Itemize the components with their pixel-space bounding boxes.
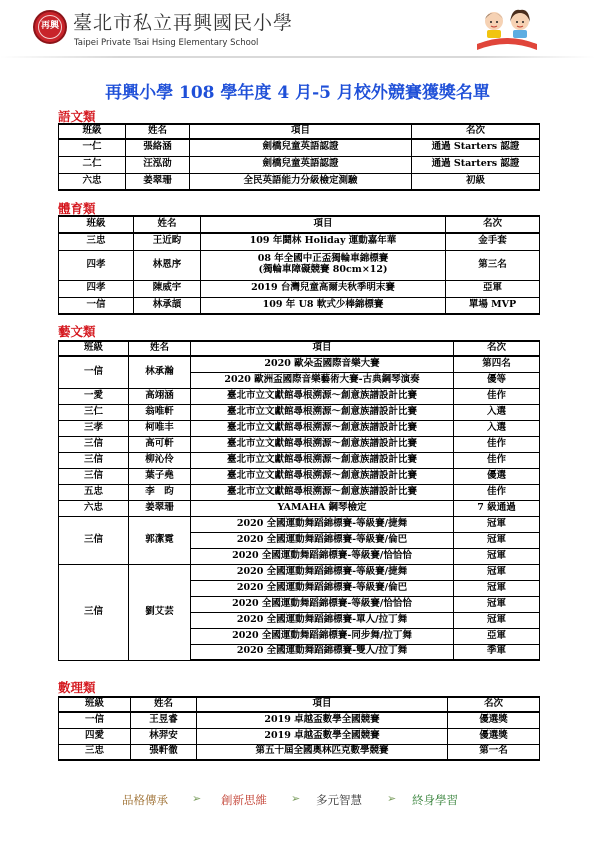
cell-rank: 亞軍: [446, 280, 540, 297]
col-item: 項目: [201, 216, 446, 233]
cell-item: 2020 全國運動舞蹈錦標賽-等級賽/倫巴: [191, 580, 454, 596]
cell-item: 2020 全國運動舞蹈錦標賽-等級賽/恰恰恰: [191, 548, 454, 564]
col-item: 項目: [191, 341, 454, 356]
cell-rank: 第四名: [454, 356, 540, 372]
footer-motto: [0, 792, 595, 812]
cell-rank: 冠軍: [454, 548, 540, 564]
col-class: 班級: [59, 216, 134, 233]
cell-item: 2020 全國運動舞蹈錦標賽-等級賽/捷舞: [191, 564, 454, 580]
cell-name: 劉艾芸: [129, 564, 191, 660]
cell-item: 2019 卓越盃數學全國競賽: [197, 712, 448, 728]
cell-class: 三信: [59, 468, 129, 484]
cell-rank: 入選: [454, 404, 540, 420]
school-name: 臺北市私立再興國民小學: [73, 12, 294, 34]
col-rank: 名次: [448, 697, 540, 712]
cell-item: 劍橋兒童英語認證: [190, 156, 412, 173]
header-divider: [0, 56, 595, 58]
table-row: [59, 233, 540, 250]
table-header-row: [59, 124, 540, 139]
table-sports: [58, 215, 540, 315]
col-name: 姓名: [129, 341, 191, 356]
cell-rank: 優等: [454, 372, 540, 388]
cell-item: 2019 卓越盃數學全國競賽: [197, 728, 448, 744]
cell-item: 臺北市立文獻館尋根溯源～創意族譜設計比賽: [191, 388, 454, 404]
cell-class: 四孝: [59, 280, 134, 297]
col-name: 姓名: [131, 697, 197, 712]
col-name: 姓名: [126, 124, 190, 139]
motto-item-1: 品格傳承: [122, 793, 168, 807]
cell-rank: 冠軍: [454, 564, 540, 580]
cell-rank: 通過 Starters 認證: [412, 139, 540, 156]
cell-class: 一信: [59, 297, 134, 314]
cell-item: 劍橋兒童英語認證: [190, 139, 412, 156]
table-header-row: [59, 341, 540, 356]
cell-rank: 冠軍: [454, 580, 540, 596]
table-header-row: [59, 216, 540, 233]
cell-item: 2020 全國運動舞蹈錦標賽-單人/拉丁舞: [191, 612, 454, 628]
cell-item: 臺北市立文獻館尋根溯源～創意族譜設計比賽: [191, 468, 454, 484]
cell-item-line1: 08 年全國中正盃獨輪車錦標賽: [257, 253, 389, 265]
cell-name: 翁唯軒: [129, 404, 191, 420]
table-row: [59, 356, 540, 372]
cell-name: 陳威宇: [134, 280, 201, 297]
cell-item: 第五十屆全國奧林匹克數學競賽: [197, 744, 448, 760]
cell-name: 高翊涵: [129, 388, 191, 404]
col-class: 班級: [59, 697, 131, 712]
cell-item-line2: (獨輪車障礙競賽 80cm×12): [258, 264, 388, 275]
cell-name: 林承頡: [134, 297, 201, 314]
cell-class: 一仁: [59, 139, 126, 156]
cell-class: 三忠: [59, 744, 131, 760]
cell-item: 2019 台灣兒童高爾夫秋季明末賽: [201, 280, 446, 297]
table-row: [59, 280, 540, 297]
cell-class: 四愛: [59, 728, 131, 744]
cell-item: YAMAHA 鋼琴檢定: [191, 500, 454, 516]
logo-text: 再興: [38, 15, 62, 39]
cell-class: 三信: [59, 436, 129, 452]
col-rank: 名次: [446, 216, 540, 233]
cell-rank: 亞軍: [454, 628, 540, 644]
table-row: [59, 500, 540, 516]
cell-name: 柳沁伶: [129, 452, 191, 468]
table-header-row: [59, 697, 540, 712]
arrow-icon: ➢: [192, 792, 202, 805]
table-row: [59, 452, 540, 468]
arrow-icon: ➢: [387, 792, 397, 805]
cell-name: 林恩序: [134, 250, 201, 280]
cell-name: 姜翠珊: [129, 500, 191, 516]
col-name: 姓名: [134, 216, 201, 233]
table-math-science: [58, 696, 540, 761]
table-row: [59, 516, 540, 532]
document-title: 再興小學 108 學年度 4 月-5 月校外競賽獲獎名單: [105, 83, 490, 103]
cell-class: 五忠: [59, 484, 129, 500]
cell-class: 三忠: [59, 233, 134, 250]
table-row: [59, 712, 540, 728]
cell-class: 一信: [59, 356, 129, 388]
col-item: 項目: [197, 697, 448, 712]
category-title-language: 語文類: [58, 109, 96, 124]
cell-class: 三信: [59, 564, 129, 660]
table-row: [59, 139, 540, 156]
table-row: [59, 420, 540, 436]
table-row: [59, 468, 540, 484]
cell-name: 郭潔霓: [129, 516, 191, 564]
cell-item: 109 年鬪林 Holiday 運動嘉年華: [201, 233, 446, 250]
cell-rank: 第三名: [446, 250, 540, 280]
cell-item: [201, 250, 446, 280]
cell-item: 臺北市立文獻館尋根溯源～創意族譜設計比賽: [191, 420, 454, 436]
cell-name: 汪泓劭: [126, 156, 190, 173]
school-logo: [33, 10, 67, 44]
cell-item: 2020 全國運動舞蹈錦標賽-等級賽/恰恰恰: [191, 596, 454, 612]
table-row: [59, 173, 540, 190]
category-title-math-science: 數理類: [58, 680, 96, 695]
col-item: 項目: [190, 124, 412, 139]
cell-rank: 第一名: [448, 744, 540, 760]
cell-rank: 優選: [454, 468, 540, 484]
table-row: [59, 404, 540, 420]
cell-class: 三信: [59, 452, 129, 468]
cell-rank: 7 級通過: [454, 500, 540, 516]
cell-rank: 佳作: [454, 452, 540, 468]
cell-name: 李 昀: [129, 484, 191, 500]
cell-name: 高可軒: [129, 436, 191, 452]
cell-rank: 金手套: [446, 233, 540, 250]
table-row: [59, 388, 540, 404]
cell-rank: 季軍: [454, 644, 540, 660]
school-english-name: Taipei Private Tsai Hsing Elementary School: [74, 38, 259, 48]
cell-class: 六忠: [59, 500, 129, 516]
category-title-sports: 體育類: [58, 201, 96, 216]
cell-rank: 初級: [412, 173, 540, 190]
motto-item-4: 終身學習: [412, 793, 458, 807]
cell-rank: 佳作: [454, 388, 540, 404]
table-row: [59, 297, 540, 314]
table-language: [58, 123, 540, 191]
cell-item: 臺北市立文獻館尋根溯源～創意族譜設計比賽: [191, 436, 454, 452]
cell-class: 六忠: [59, 173, 126, 190]
cell-class: 三信: [59, 516, 129, 564]
cell-item: 臺北市立文獻館尋根溯源～創意族譜設計比賽: [191, 484, 454, 500]
cell-class: 一信: [59, 712, 131, 728]
cell-name: 王近畇: [134, 233, 201, 250]
cell-rank: 冠軍: [454, 532, 540, 548]
cell-item: 2020 歐朵盃國際音樂大賽: [191, 356, 454, 372]
table-row: [59, 564, 540, 580]
cell-item: 109 年 U8 軟式少棒錦標賽: [201, 297, 446, 314]
cell-item: 2020 全國運動舞蹈錦標賽-同步舞/拉丁舞: [191, 628, 454, 644]
motto-item-3: 多元智慧: [316, 793, 362, 807]
table-row: [59, 744, 540, 760]
col-rank: 名次: [454, 341, 540, 356]
cell-name: 林承瀚: [129, 356, 191, 388]
cell-rank: 冠軍: [454, 516, 540, 532]
cell-class: 四孝: [59, 250, 134, 280]
cell-rank: 冠軍: [454, 612, 540, 628]
cell-item: 2020 歐洲盃國際音樂藝術大賽-古典鋼琴演奏: [191, 372, 454, 388]
cell-name: 王昱睿: [131, 712, 197, 728]
arrow-icon: ➢: [291, 792, 301, 805]
cell-name: 林羿安: [131, 728, 197, 744]
page-header: [0, 0, 595, 60]
cell-rank: 入選: [454, 420, 540, 436]
cell-name: 張絡涵: [126, 139, 190, 156]
cell-rank: 佳作: [454, 484, 540, 500]
cell-item: 臺北市立文獻館尋根溯源～創意族譜設計比賽: [191, 452, 454, 468]
col-rank: 名次: [412, 124, 540, 139]
table-arts: [58, 340, 540, 661]
cell-rank: 冠軍: [454, 596, 540, 612]
cell-rank: 通過 Starters 認證: [412, 156, 540, 173]
cell-name: 柯唯丰: [129, 420, 191, 436]
cell-item: 2020 全國運動舞蹈錦標賽-等級賽/捷舞: [191, 516, 454, 532]
cell-item: 2020 全國運動舞蹈錦標賽-雙人/拉丁舞: [191, 644, 454, 660]
col-class: 班級: [59, 341, 129, 356]
cell-class: 三仁: [59, 404, 129, 420]
cell-rank: 優選獎: [448, 712, 540, 728]
cell-name: 張軒徹: [131, 744, 197, 760]
table-row: [59, 156, 540, 173]
cell-rank: 優選獎: [448, 728, 540, 744]
table-row: [59, 728, 540, 744]
cell-name: 姜翠珊: [126, 173, 190, 190]
table-row: [59, 250, 540, 280]
cell-rank: 佳作: [454, 436, 540, 452]
table-row: [59, 484, 540, 500]
motto-item-2: 創新思維: [221, 793, 267, 807]
cell-class: 二仁: [59, 156, 126, 173]
category-title-arts: 藝文類: [58, 324, 96, 339]
cell-item: 全民英語能力分級檢定測驗: [190, 173, 412, 190]
cell-rank: 單場 MVP: [446, 297, 540, 314]
cell-item: 2020 全國運動舞蹈錦標賽-等級賽/倫巴: [191, 532, 454, 548]
cell-item: 臺北市立文獻館尋根溯源～創意族譜設計比賽: [191, 404, 454, 420]
cell-class: 三孝: [59, 420, 129, 436]
col-class: 班級: [59, 124, 126, 139]
cell-class: 一愛: [59, 388, 129, 404]
kids-reading-illustration: [472, 4, 542, 54]
cell-name: 葉子堯: [129, 468, 191, 484]
table-row: [59, 436, 540, 452]
